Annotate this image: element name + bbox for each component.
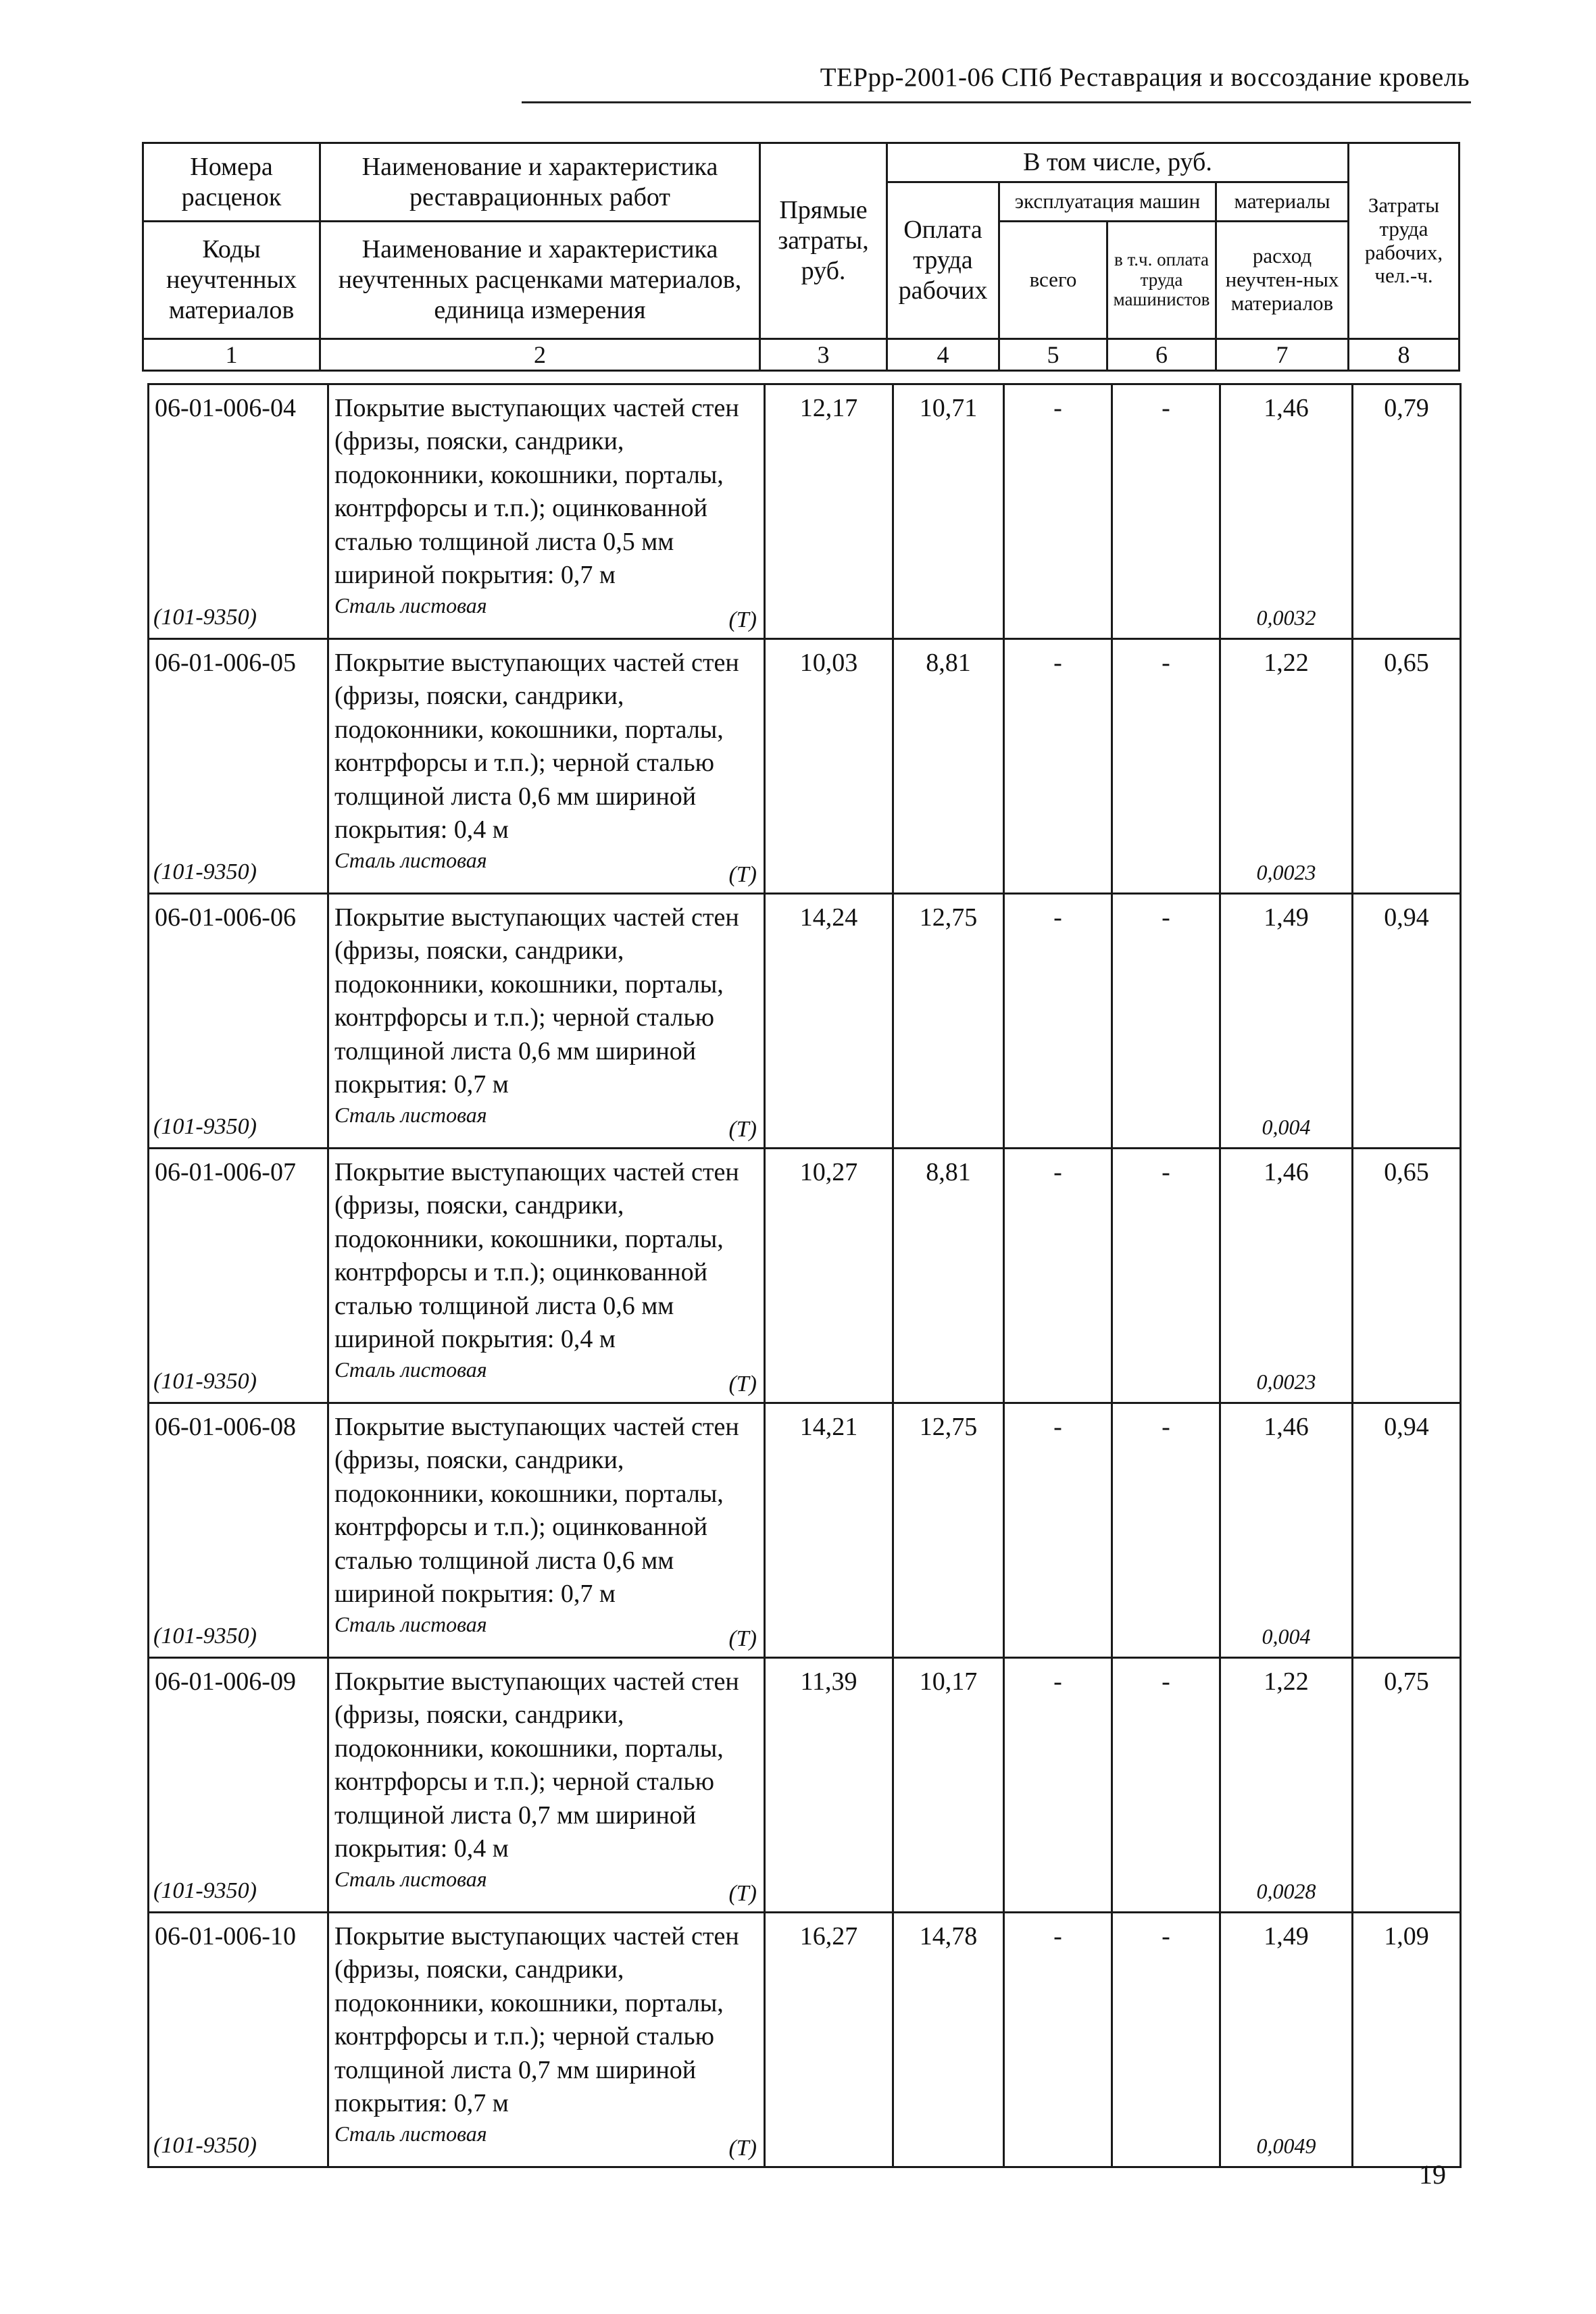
labor-hours: 0,65 <box>1353 639 1461 894</box>
table-row <box>149 1149 1461 1403</box>
work-description: Покрытие выступающих частей стен (фризы, пояски, сандрики, подоконники, кокошники, порталы, контрфорсы и т.п.); черной сталью толщиной листа 0,6 мм шириной покрытия: 0,7 м <box>334 903 739 1099</box>
rate-code: 06-01-006-06 <box>155 903 296 932</box>
machinists-pay: - <box>1112 1149 1220 1403</box>
rate-code: 06-01-006-05 <box>155 649 296 677</box>
materials-cost: 1,49 <box>1264 1922 1309 1951</box>
materials-cell <box>1220 1403 1353 1658</box>
direct-costs: 16,27 <box>765 1913 893 2167</box>
description-cell <box>328 1149 765 1403</box>
table-row <box>149 1913 1461 2167</box>
materials-cost: 1,22 <box>1264 1667 1309 1696</box>
description-cell <box>328 1403 765 1658</box>
material-name: Сталь листовая <box>334 848 487 873</box>
header-machinists-pay: в т.ч. оплата труда машинистов <box>1107 222 1216 339</box>
rate-code-cell <box>149 1403 328 1658</box>
materials-cell <box>1220 1149 1353 1403</box>
material-code: (101-9350) <box>153 1113 257 1139</box>
machines-total: - <box>1004 1913 1112 2167</box>
labor-hours: 0,65 <box>1353 1149 1461 1403</box>
materials-cost: 1,22 <box>1264 649 1309 677</box>
direct-costs: 10,03 <box>765 639 893 894</box>
materials-cell <box>1220 894 1353 1149</box>
machines-total: - <box>1004 1658 1112 1913</box>
machines-total: - <box>1004 1403 1112 1658</box>
machinists-pay: - <box>1112 894 1220 1149</box>
work-description: Покрытие выступающих частей стен (фризы, пояски, сандрики, подоконники, кокошники, порталы, контрфорсы и т.п.); черной сталью толщиной листа 0,7 мм шириной покрытия: 0,7 м <box>334 1922 739 2117</box>
header-unaccounted-materials: расход неучтен-ных материалов <box>1216 222 1349 339</box>
rate-code: 06-01-006-08 <box>155 1413 296 1441</box>
column-number: 6 <box>1107 339 1216 371</box>
labor-pay: 14,78 <box>893 1913 1004 2167</box>
header-labor-pay: Оплата труда рабочих <box>887 182 999 339</box>
header-material-codes: Коды неучтенных материалов <box>143 222 320 339</box>
material-name: Сталь листовая <box>334 593 487 618</box>
header-including-group: В том числе, руб. <box>887 143 1349 182</box>
material-marker: (Т) <box>728 2135 757 2161</box>
machinists-pay: - <box>1112 1403 1220 1658</box>
material-marker: (Т) <box>728 1116 757 1142</box>
rate-code-cell <box>149 894 328 1149</box>
materials-cell <box>1220 1913 1353 2167</box>
labor-pay: 10,17 <box>893 1658 1004 1913</box>
material-quantity: 0,0023 <box>1256 1369 1316 1394</box>
direct-costs: 10,27 <box>765 1149 893 1403</box>
material-quantity: 0,0032 <box>1256 605 1316 630</box>
header-machines-total: всего <box>999 222 1107 339</box>
work-description: Покрытие выступающих частей стен (фризы, пояски, сандрики, подоконники, кокошники, порталы, контрфорсы и т.п.); черной сталью толщиной листа 0,7 мм шириной покрытия: 0,4 м <box>334 1667 739 1863</box>
rate-code-cell <box>149 1658 328 1913</box>
rate-code-cell <box>149 384 328 639</box>
header-material-name: Наименование и характеристика неучтенных расценками материалов, единица измерения <box>320 222 760 339</box>
header-rate-numbers: Номера расценок <box>143 143 320 222</box>
materials-cell <box>1220 1658 1353 1913</box>
column-number: 3 <box>760 339 887 371</box>
column-number: 1 <box>143 339 320 371</box>
material-code: (101-9350) <box>153 2132 257 2158</box>
material-marker: (Т) <box>728 607 757 632</box>
work-description: Покрытие выступающих частей стен (фризы, пояски, сандрики, подоконники, кокошники, порталы, контрфорсы и т.п.); оцинкованной сталью толщиной листа 0,6 мм шириной покрытия: 0,7 м <box>334 1413 739 1608</box>
machines-total: - <box>1004 894 1112 1149</box>
material-code: (101-9350) <box>153 859 257 884</box>
materials-cost: 1,46 <box>1264 394 1309 422</box>
machinists-pay: - <box>1112 1658 1220 1913</box>
direct-costs: 11,39 <box>765 1658 893 1913</box>
materials-cell <box>1220 639 1353 894</box>
labor-pay: 8,81 <box>893 639 1004 894</box>
description-cell <box>328 894 765 1149</box>
rates-table <box>147 383 1462 2168</box>
column-number: 8 <box>1349 339 1460 371</box>
labor-pay: 12,75 <box>893 1403 1004 1658</box>
material-marker: (Т) <box>728 1880 757 1906</box>
materials-cell <box>1220 384 1353 639</box>
labor-pay: 8,81 <box>893 1149 1004 1403</box>
direct-costs: 14,24 <box>765 894 893 1149</box>
description-cell <box>328 1913 765 2167</box>
header-direct-costs: Прямые затраты, руб. <box>760 143 887 339</box>
machinists-pay: - <box>1112 384 1220 639</box>
machinists-pay: - <box>1112 1913 1220 2167</box>
material-quantity: 0,0028 <box>1256 1879 1316 1904</box>
material-code: (101-9350) <box>153 1623 257 1649</box>
material-code: (101-9350) <box>153 1368 257 1394</box>
materials-cost: 1,49 <box>1264 903 1309 932</box>
column-number: 2 <box>320 339 760 371</box>
material-marker: (Т) <box>728 1626 757 1651</box>
material-name: Сталь листовая <box>334 2121 487 2146</box>
material-quantity: 0,0049 <box>1256 2134 1316 2159</box>
work-description: Покрытие выступающих частей стен (фризы, пояски, сандрики, подоконники, кокошники, порталы, контрфорсы и т.п.); оцинкованной сталью толщиной листа 0,5 мм шириной покрытия: 0,7 м <box>334 394 739 589</box>
running-header: ТЕРрр-2001-06 СПб Реставрация и воссоздание кровель <box>820 63 1470 92</box>
labor-pay: 10,71 <box>893 384 1004 639</box>
header-rule <box>522 101 1471 103</box>
rate-code-cell <box>149 1913 328 2167</box>
labor-pay: 12,75 <box>893 894 1004 1149</box>
table-row <box>149 1658 1461 1913</box>
material-marker: (Т) <box>728 861 757 887</box>
labor-hours: 1,09 <box>1353 1913 1461 2167</box>
rate-code-cell <box>149 1149 328 1403</box>
rate-code-cell <box>149 639 328 894</box>
table-row <box>149 894 1461 1149</box>
material-name: Сталь листовая <box>334 1357 487 1382</box>
labor-hours: 0,75 <box>1353 1658 1461 1913</box>
rate-code: 06-01-006-09 <box>155 1667 296 1696</box>
direct-costs: 14,21 <box>765 1403 893 1658</box>
rate-code: 06-01-006-04 <box>155 394 296 422</box>
material-code: (101-9350) <box>153 1878 257 1903</box>
rate-code: 06-01-006-10 <box>155 1922 296 1951</box>
material-quantity: 0,004 <box>1262 1115 1311 1140</box>
column-number: 5 <box>999 339 1107 371</box>
column-number: 4 <box>887 339 999 371</box>
machinists-pay: - <box>1112 639 1220 894</box>
header-machines: эксплуатация машин <box>999 182 1216 222</box>
description-cell <box>328 639 765 894</box>
material-name: Сталь листовая <box>334 1612 487 1637</box>
material-marker: (Т) <box>728 1371 757 1397</box>
direct-costs: 12,17 <box>765 384 893 639</box>
material-quantity: 0,0023 <box>1256 860 1316 885</box>
labor-hours: 0,79 <box>1353 384 1461 639</box>
column-number: 7 <box>1216 339 1349 371</box>
table-row <box>149 384 1461 639</box>
labor-hours: 0,94 <box>1353 1403 1461 1658</box>
header-labor-hours: Затраты труда рабочих, чел.-ч. <box>1349 143 1460 339</box>
work-description: Покрытие выступающих частей стен (фризы, пояски, сандрики, подоконники, кокошники, порталы, контрфорсы и т.п.); черной сталью толщиной листа 0,6 мм шириной покрытия: 0,4 м <box>334 649 739 844</box>
column-header-table <box>142 142 1460 372</box>
header-work-name: Наименование и характеристика реставрационных работ <box>320 143 760 222</box>
machines-total: - <box>1004 1149 1112 1403</box>
machines-total: - <box>1004 384 1112 639</box>
table-row <box>149 639 1461 894</box>
material-code: (101-9350) <box>153 604 257 630</box>
machines-total: - <box>1004 639 1112 894</box>
material-name: Сталь листовая <box>334 1103 487 1128</box>
materials-cost: 1,46 <box>1264 1413 1309 1441</box>
work-description: Покрытие выступающих частей стен (фризы, пояски, сандрики, подоконники, кокошники, порталы, контрфорсы и т.п.); оцинкованной сталью толщиной листа 0,6 мм шириной покрытия: 0,4 м <box>334 1158 739 1353</box>
description-cell <box>328 1658 765 1913</box>
material-name: Сталь листовая <box>334 1867 487 1892</box>
table-row <box>149 1403 1461 1658</box>
header-materials: материалы <box>1216 182 1349 222</box>
page-number: 19 <box>1419 2159 1446 2190</box>
material-quantity: 0,004 <box>1262 1624 1311 1649</box>
labor-hours: 0,94 <box>1353 894 1461 1149</box>
description-cell <box>328 384 765 639</box>
materials-cost: 1,46 <box>1264 1158 1309 1186</box>
rate-code: 06-01-006-07 <box>155 1158 296 1186</box>
